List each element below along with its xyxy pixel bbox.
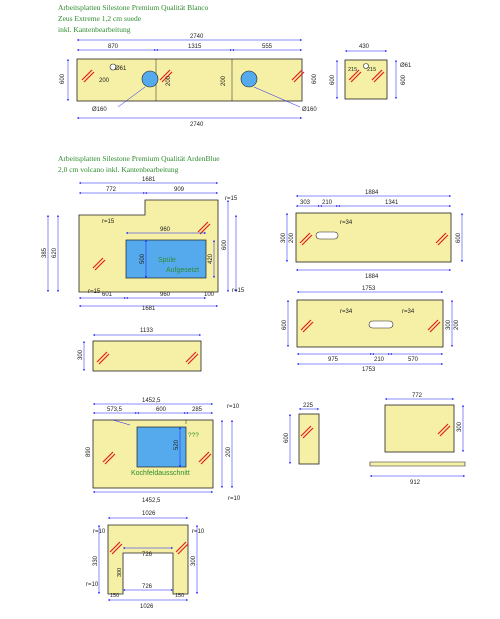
dim-e-890: 890	[86, 446, 92, 457]
dim-d-r34b: r=34	[402, 309, 415, 315]
section1-main-slab	[60, 34, 318, 128]
dim-h-150b: 150	[175, 593, 185, 599]
dim-200-c: 200	[221, 75, 227, 86]
dim-small-215b: 215	[367, 67, 377, 73]
dim-b-303: 303	[300, 200, 311, 206]
sink-hole-icon	[241, 71, 257, 87]
dim-h-726: 726	[142, 552, 153, 558]
dim-200-a: 200	[99, 78, 110, 84]
dim-a-420: 420	[208, 253, 214, 264]
dim-e-520: 520	[174, 439, 180, 450]
dim-870: 870	[108, 44, 119, 50]
dim-a-500: 500	[140, 253, 146, 264]
dim-e-600: 600	[156, 407, 167, 413]
section1-material: Zeus Extreme 1,2 cm suede	[58, 14, 142, 23]
dim-hole-160b: Ø160	[302, 107, 317, 113]
sink-mount-label: Aufgesetzt	[166, 267, 200, 274]
dim-hole-61: Ø61	[115, 66, 127, 72]
dim-small-width: 430	[359, 44, 370, 50]
dim-d-975: 975	[328, 357, 339, 363]
dim-a-601: 601	[102, 292, 113, 298]
section2-material: 2,0 cm volcano inkl. Kantenbearbeitung	[58, 165, 179, 174]
slot-cutout	[369, 321, 393, 328]
dim-e-573: 573,5	[107, 407, 123, 413]
dim-h-330: 330	[93, 555, 99, 566]
dim-e-285: 285	[192, 407, 203, 413]
dim-h-150a: 150	[110, 593, 120, 599]
section1-title: Arbeitsplatten Silestone Premium Qualität Blanco	[58, 3, 209, 12]
dim-a-r15a: r=15	[102, 219, 115, 225]
dim-200-b: 200	[166, 75, 172, 86]
section2-title: Arbeitsplatten Silestone Premium Qualität ArdenBlue	[58, 154, 220, 163]
dim-b-200: 200	[289, 232, 295, 243]
dim-d-total: 1753	[362, 286, 376, 292]
strip-edge	[370, 462, 465, 466]
slab-d	[282, 286, 460, 373]
dim-h-r10a: r=10	[93, 529, 106, 535]
dim-small-right: 600	[401, 74, 407, 85]
dim-h-r10b: r=10	[192, 529, 205, 535]
dim-hole-160a: Ø160	[92, 107, 107, 113]
dim-a-909: 909	[174, 187, 185, 193]
dim-e-r10a: r=10	[227, 404, 240, 410]
dim-f-height: 600	[284, 432, 290, 443]
dim-b-1341: 1341	[385, 200, 399, 206]
dim-d-200: 200	[454, 319, 460, 330]
dim-c-total: 1133	[140, 328, 153, 334]
dim-b-r34: r=34	[340, 220, 353, 226]
dim-height-right: 600	[312, 73, 318, 84]
slab-e	[86, 398, 241, 504]
sink-hole-icon	[142, 71, 158, 87]
dim-g-bottom: 912	[410, 480, 421, 486]
dim-g-height: 300	[457, 421, 463, 432]
dim-a-385: 385	[42, 247, 48, 258]
dim-b-total: 1884	[365, 190, 379, 196]
dim-small-height: 600	[330, 74, 336, 85]
dim-small-215a: 215	[348, 67, 358, 73]
dim-a-bottom: 1681	[142, 306, 156, 312]
dim-a-r15d: r=15	[232, 288, 245, 294]
dim-h-726b: 726	[142, 584, 153, 590]
dim-d-570: 570	[408, 357, 419, 363]
dim-small-hole: Ø61	[400, 63, 412, 69]
dim-total-top: 2740	[190, 34, 204, 40]
sink-label: Spüle	[158, 257, 176, 264]
slab-c	[78, 328, 201, 371]
dim-d-bottom: 1753	[362, 367, 376, 373]
dim-d-600: 600	[282, 319, 288, 330]
slab-f	[284, 403, 319, 464]
dim-g-width: 772	[412, 393, 423, 399]
dim-b-300: 300	[281, 232, 287, 243]
dim-h-300: 300	[191, 555, 197, 566]
hob-cutout-label: Kochfeldausschnitt	[131, 470, 190, 477]
dim-e-r10b: r=10	[228, 496, 241, 502]
dim-a-772: 772	[106, 187, 117, 193]
section1-edging: inkl. Kantenbearbeitung	[58, 25, 131, 34]
dim-c-300: 300	[78, 349, 84, 360]
dim-a-960: 960	[160, 292, 171, 298]
dim-height: 600	[60, 73, 66, 84]
slot-cutout	[316, 232, 338, 239]
dim-h-bottom: 1026	[140, 604, 154, 610]
dim-total-bottom: 2740	[190, 122, 204, 128]
slab-a	[42, 177, 245, 312]
dim-e-bottom: 1452,5	[142, 498, 161, 504]
dim-555: 555	[262, 44, 273, 50]
dim-d-300: 300	[446, 319, 452, 330]
dim-e-200: 200	[226, 446, 232, 457]
dim-1315: 1315	[188, 44, 202, 50]
slab-b	[281, 190, 462, 280]
dim-a-100: 100	[204, 292, 215, 298]
dim-b-bottom: 1884	[365, 274, 379, 280]
dim-a-620: 620	[52, 247, 58, 258]
dim-h-total: 1026	[142, 511, 156, 517]
dim-d-210: 210	[374, 357, 385, 363]
dim-a-r15b: r=15	[225, 196, 238, 202]
slab-g	[370, 393, 465, 486]
dim-e-total: 1452,5	[142, 398, 161, 404]
dim-h-300b: 300	[117, 567, 123, 577]
dim-a-r15c: r=15	[88, 289, 101, 295]
dim-a-total: 1681	[142, 177, 156, 183]
dim-b-600: 600	[456, 232, 462, 243]
dim-d-r34a: r=34	[340, 309, 353, 315]
unknown-dimension-note: ???	[188, 432, 199, 439]
dim-a-600: 600	[222, 239, 228, 250]
dim-f-width: 225	[303, 403, 314, 409]
slab-h	[86, 511, 205, 610]
dim-b-210: 210	[322, 200, 333, 206]
dim-a-sink-width: 960	[160, 227, 171, 233]
dim-h-r10c: r=10	[86, 582, 99, 588]
section1-small-slab	[330, 44, 412, 99]
